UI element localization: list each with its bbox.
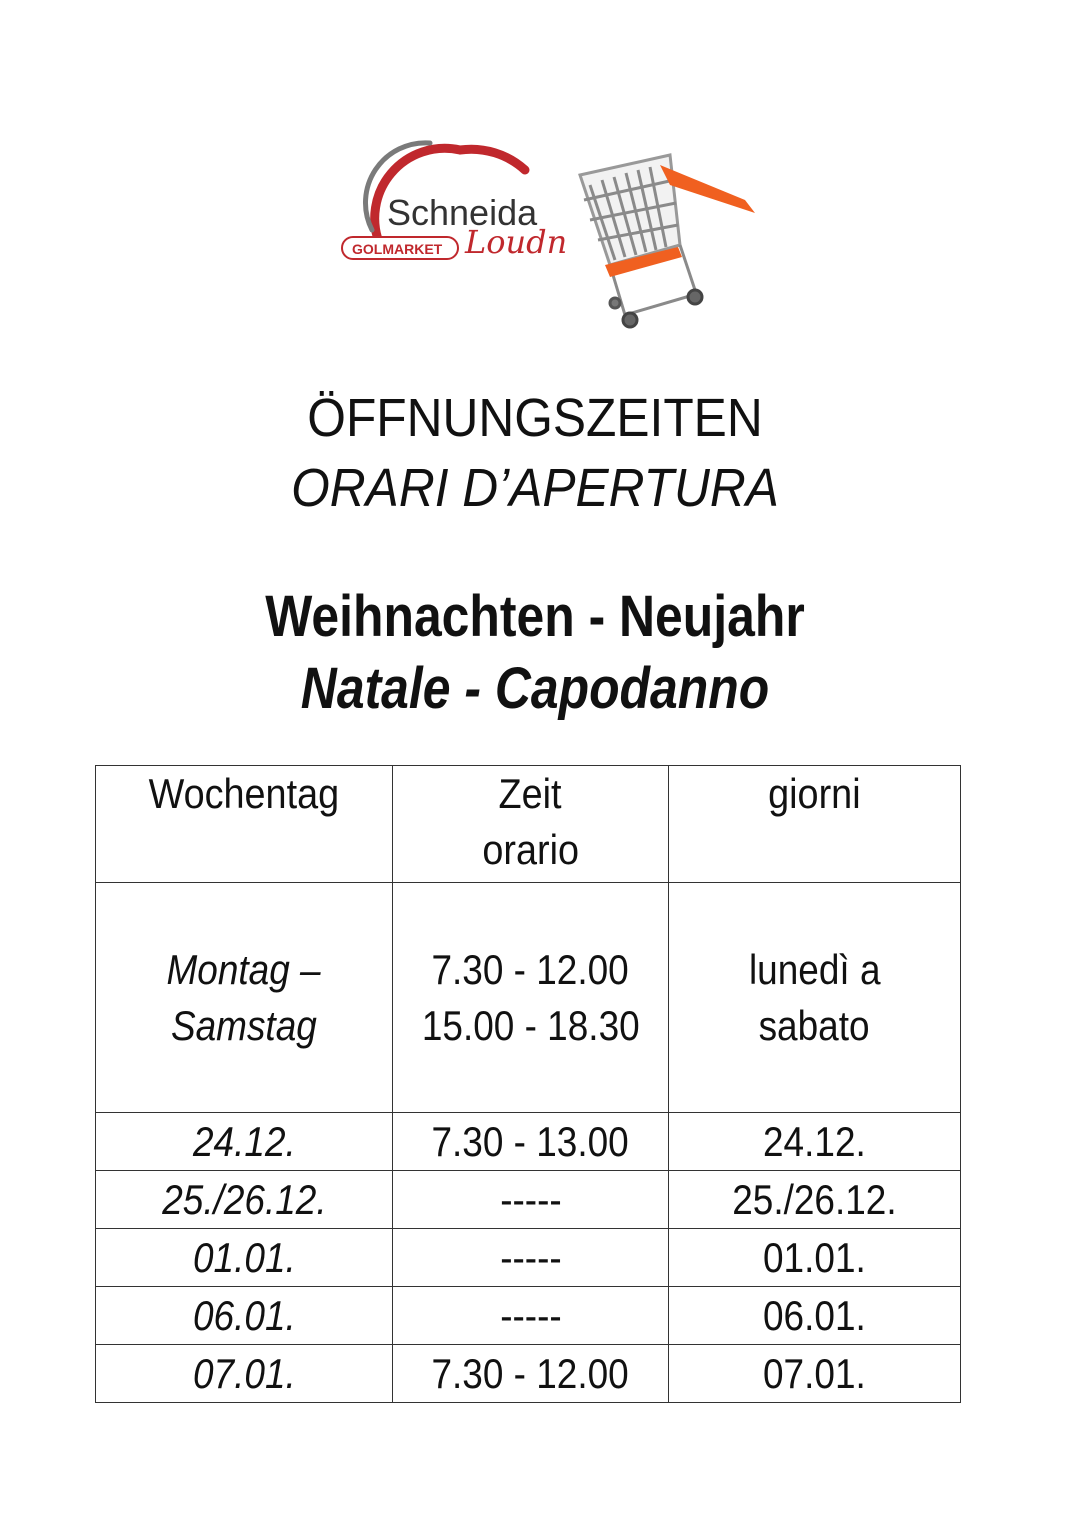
table-row <box>96 1229 961 1287</box>
date-de: 07.01. <box>96 1345 393 1403</box>
hours-value: ----- <box>393 1229 669 1287</box>
date-it: 25./26.12. <box>669 1171 961 1229</box>
hours-value: 7.30 - 12.00 <box>393 1345 669 1403</box>
logo-graphic <box>340 125 770 350</box>
opening-hours-table <box>95 765 961 1403</box>
date-it: 07.01. <box>669 1345 961 1403</box>
header-giorni: giorni <box>669 766 961 883</box>
date-de: 24.12. <box>96 1113 393 1171</box>
header-zeit-orario: Zeit orario <box>393 766 669 883</box>
table-row <box>96 1287 961 1345</box>
table-row <box>96 1113 961 1171</box>
weekday-hours: 7.30 - 12.00 15.00 - 18.30 <box>393 883 669 1113</box>
subtitle-german: Weihnachten - Neujahr <box>265 584 805 649</box>
date-it: 06.01. <box>669 1287 961 1345</box>
header-wochentag: Wochentag <box>96 766 393 883</box>
subtitle-italian: Natale - Capodanno <box>300 656 770 721</box>
title-italian: ORARI D’APERTURA <box>291 458 779 518</box>
date-de: 06.01. <box>96 1287 393 1345</box>
store-logo <box>340 125 770 350</box>
hours-value: 7.30 - 13.00 <box>393 1113 669 1171</box>
date-it: 01.01. <box>669 1229 961 1287</box>
weekday-range-it: lunedì a sabato <box>669 883 961 1113</box>
table-row <box>96 1345 961 1403</box>
table-row <box>96 1171 961 1229</box>
title-german: ÖFFNUNGSZEITEN <box>307 388 763 448</box>
date-de: 25./26.12. <box>96 1171 393 1229</box>
table-row <box>96 883 961 1113</box>
hours-value: ----- <box>393 1171 669 1229</box>
logo-brand-name: Schneida <box>387 192 538 233</box>
logo-script-name: Loudn <box>465 223 568 261</box>
logo-badge-text: GOLMARKET <box>352 241 443 257</box>
weekday-range-de: Montag – Samstag <box>96 883 393 1113</box>
hours-value: ----- <box>393 1287 669 1345</box>
date-de: 01.01. <box>96 1229 393 1287</box>
date-it: 24.12. <box>669 1113 961 1171</box>
table-header-row <box>96 766 961 883</box>
